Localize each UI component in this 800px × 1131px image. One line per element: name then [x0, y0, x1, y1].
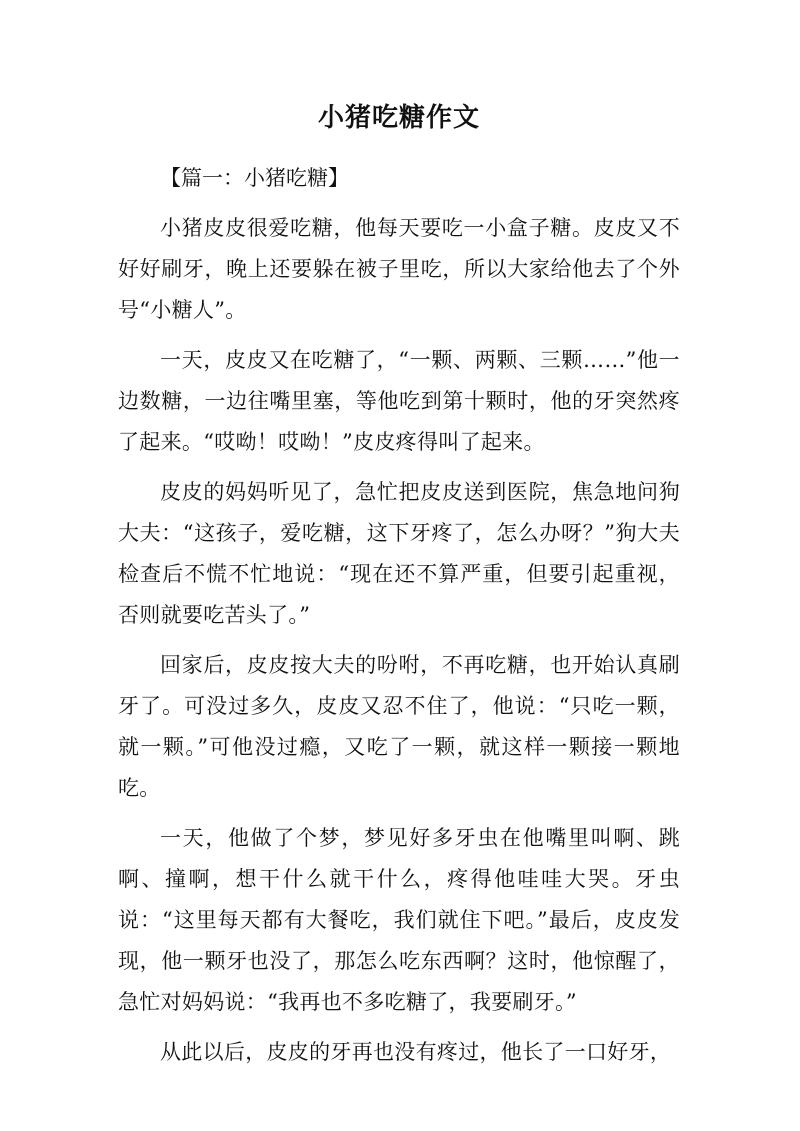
section-heading: 【篇一：小猪吃糖】 — [160, 166, 349, 190]
document-page — [118, 96, 680, 1082]
paragraph-1: 小猪皮皮很爱吃糖，他每天要吃一小盒子糖。皮皮又不好好刷牙，晚上还要躲在被子里吃，所以大家给他去了个外号“小糖人”。 — [118, 216, 680, 322]
paragraph-5: 一天，他做了个梦，梦见好多牙虫在他嘴里叫啊、跳啊、撞啊，想干什么就干什么，疼得他哇哇大哭。牙虫说：“这里每天都有大餐吃，我们就住下吧。”最后，皮皮发现，他一颗牙也没了，那怎么吃东西啊？这时，他惊醒了，急忙对妈妈说：“我再也不多吃糖了，我要刷牙。” — [118, 826, 680, 1014]
paragraph-4: 回家后，皮皮按大夫的吩咐，不再吃糖，也开始认真刷牙了。可没过多久，皮皮又忍不住了，他说：“只吃一颗，就一颗。”可他没过瘾，又吃了一颗，就这样一颗接一颗地吃。 — [118, 653, 680, 800]
document-title: 小猪吃糖作文 — [317, 103, 480, 133]
paragraph-3: 皮皮的妈妈听见了，急忙把皮皮送到医院，焦急地问狗大夫：“这孩子，爱吃糖，这下牙疼了，怎么办呀？”狗大夫检查后不慌不忙地说：“现在还不算严重，但要引起重视，否则就要吃苦头了。” — [118, 480, 680, 627]
paragraph-2: 一天，皮皮又在吃糖了，“一颗、两颗、三颗……”他一边数糖，一边往嘴里塞，等他吃到第十颗时，他的牙突然疼了起来。“哎呦！哎呦！”皮皮疼得叫了起来。 — [118, 348, 680, 454]
paragraph-6: 从此以后，皮皮的牙再也没有疼过，他长了一口好牙， — [160, 1040, 672, 1064]
